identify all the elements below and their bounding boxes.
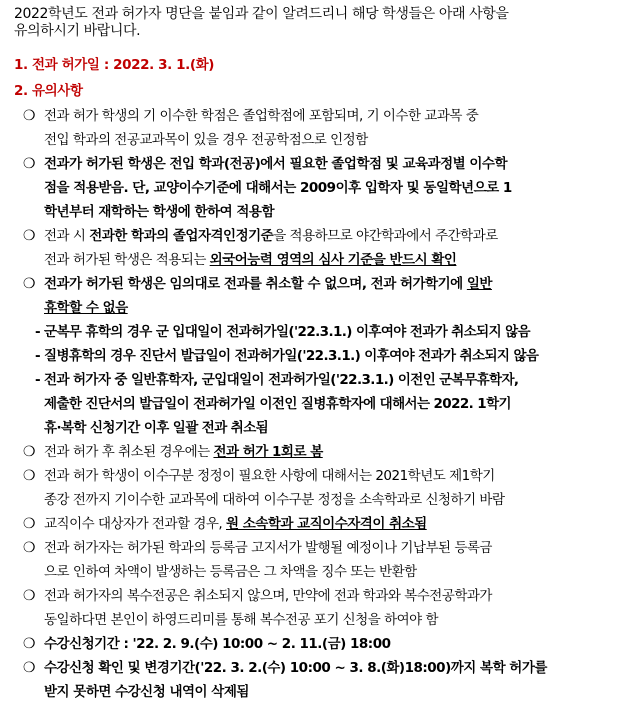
note-line: 전과 허가자는 허가된 학과의 등록금 고지서가 발행될 예정이나 기납부된 등록금: [44, 540, 492, 556]
note-line: [44, 440, 609, 464]
note-item-course-reclassification: [14, 464, 609, 512]
note-item-registration-change: [14, 656, 609, 704]
note-line: [44, 224, 609, 248]
circle-bullet-icon: ❍: [23, 108, 36, 124]
note-item-graduation-credits: [14, 152, 609, 224]
underlined-emphasis: 원 소속학과 교직이수자격이 취소됨: [226, 516, 427, 532]
underlined-emphasis: 전과 허가 1회로 봄: [213, 444, 323, 460]
sub-item-illness-leave: [14, 344, 609, 368]
circle-bullet-icon: ❍: [23, 660, 36, 676]
circle-bullet-icon: ❍: [23, 276, 36, 292]
note-line: 전과 허가 학생이 이수구분 정정이 필요한 사항에 대해서는 2021학년도 제1학기: [44, 468, 495, 484]
note-line: 으로 인하여 차액이 발생하는 등록금은 그 차액을 징수 또는 반환함: [44, 564, 417, 580]
text-run: 교직이수 대상자가 전과할 경우,: [44, 516, 226, 532]
intro-line-1: 2022학년도 전과 허가자 명단을 붙임과 같이 알려드리니 해당 학생들은 아래 사항을: [14, 6, 509, 22]
circle-bullet-icon: ❍: [23, 636, 36, 652]
note-line: [44, 248, 609, 272]
sub-item-military-leave: [14, 320, 609, 344]
circle-bullet-icon: ❍: [23, 540, 36, 556]
note-item-tuition: [14, 536, 609, 584]
note-line: 전과 허가 학생의 기 이수한 학점은 졸업학점에 포함되며, 기 이수한 교과목 중: [44, 108, 479, 124]
circle-bullet-icon: ❍: [23, 444, 36, 460]
heading-transfer-date: 1. 전과 허가일 : 2022. 3. 1.(화): [14, 57, 215, 73]
circle-bullet-icon: ❍: [23, 588, 36, 604]
note-item-double-major: [14, 584, 609, 632]
circle-bullet-icon: ❍: [23, 156, 36, 172]
note-line: 수강신청 확인 및 변경기간('22. 3. 2.(수) 10:00 ~ 3. 8.(화)18:00)까지 복학 허가를: [44, 660, 547, 676]
note-line: 전과 허가자의 복수전공은 취소되지 않으며, 만약에 전과 학과와 복수전공학과가: [44, 588, 492, 604]
note-line: 질병휴학의 경우 진단서 발급일이 전과허가일('22.3.1.) 이후여야 전과가 취소되지 않음: [44, 348, 539, 364]
note-line: 점을 적용받음. 단, 교양이수기준에 대해서는 2009이후 입학자 및 동일학년으로 1: [44, 180, 512, 196]
note-line: 수강신청기간 : '22. 2. 9.(수) 10:00 ~ 2. 11.(금) 18:00: [44, 636, 391, 652]
note-line: 받지 못하면 수강신청 내역이 삭제됨: [44, 684, 249, 700]
intro-line-2: 유의하시기 바랍니다.: [14, 23, 141, 39]
circle-bullet-icon: ❍: [23, 468, 36, 484]
note-item-count-once: [14, 440, 609, 464]
note-line: 종강 전까지 기이수한 교과목에 대하여 이수구분 정정을 소속학과로 신청하기 바람: [44, 492, 505, 508]
note-line: [44, 512, 609, 536]
note-item-teaching-cert: [14, 512, 609, 536]
note-line: 전입 학과의 전공교과목이 있을 경우 전공학점으로 인정함: [44, 132, 368, 148]
note-line: 군복무 휴학의 경우 군 입대일이 전과허가일('22.3.1.) 이후여야 전과가 취소되지 않음: [44, 324, 531, 340]
underlined-emphasis: 일반: [466, 276, 492, 292]
intro-paragraph: [14, 6, 609, 40]
note-line: 동일하다면 본인이 하영드리미를 통해 복수전공 포기 신청을 하여야 함: [44, 612, 439, 628]
text-run: 전과 허가 후 취소된 경우에는: [44, 444, 214, 460]
note-line: 제출한 진단서의 발급일이 전과허가일 이전인 질병휴학자에 대해서는 2022. 1학기: [44, 396, 511, 412]
note-line: 전과가 허가된 학생은 전입 학과(전공)에서 필요한 졸업학점 및 교육과정별 이수학: [44, 156, 507, 172]
underlined-emphasis: 외국어능력 영역의 심사 기준을 반드시 확인: [209, 252, 457, 268]
text-run: 전과 허가된 학생은 적용되는: [44, 252, 210, 268]
note-line: 휴·복학 신청기간 이후 일괄 전과 취소됨: [44, 420, 269, 436]
circle-bullet-icon: ❍: [23, 228, 36, 244]
sub-item-bulk-cancel: [14, 368, 609, 440]
underlined-emphasis: 휴학할 수 없음: [44, 300, 128, 316]
note-item-registration-period: [14, 632, 609, 656]
dash-bullet: -: [35, 348, 41, 364]
note-line: 전과 허가자 중 일반휴학자, 군입대일이 전과허가일('22.3.1.) 이전인 군복무휴학자,: [44, 372, 519, 388]
emphasis-text: 전과한 학과의 졸업자격인정기준: [89, 228, 274, 244]
text-run: 을 적용하므로 야간학과에서 주간학과로: [273, 228, 498, 244]
text-run: 전과가 허가된 학생은 임의대로 전과를 취소할 수 없으며, 전과 허가학기에: [44, 276, 467, 292]
note-line: [44, 272, 609, 296]
note-item-no-cancel: [14, 272, 609, 320]
dash-bullet: -: [35, 324, 41, 340]
dash-bullet: -: [35, 372, 41, 388]
heading-notes: 2. 유의사항: [14, 83, 83, 99]
circle-bullet-icon: ❍: [23, 516, 36, 532]
note-line: 학년부터 재학하는 학생에 한하여 적용함: [44, 204, 274, 220]
note-item-qualification: [14, 224, 609, 272]
note-item-credits: [14, 104, 609, 152]
text-run: 전과 시: [44, 228, 90, 244]
note-line: [44, 296, 609, 320]
